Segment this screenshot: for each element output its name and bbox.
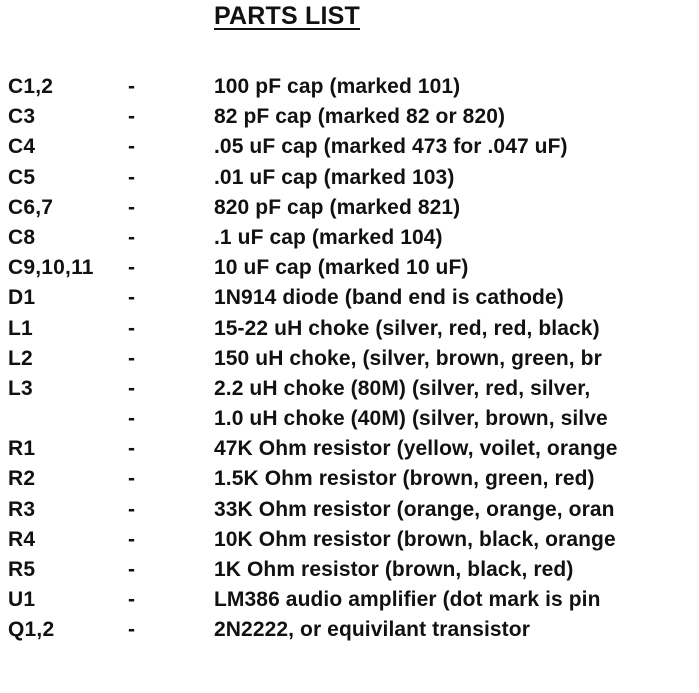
part-ref: L2 [8, 346, 33, 370]
part-desc: 100 pF cap (marked 101) [214, 75, 461, 98]
page-title: PARTS LIST [214, 2, 360, 30]
part-dash: - [128, 316, 135, 340]
part-dash: - [128, 195, 135, 219]
part-row [0, 495, 699, 525]
part-dash: - [128, 497, 135, 521]
part-row [0, 72, 699, 102]
part-row [0, 464, 699, 494]
part-desc: 15-22 uH choke (silver, red, red, black) [214, 316, 600, 340]
part-dash: - [128, 437, 135, 461]
part-ref: L1 [8, 316, 33, 340]
part-dash: - [128, 467, 135, 491]
part-desc: 10 uF cap (marked 10 uF) [214, 256, 469, 280]
part-ref: C9,10,11 [8, 256, 94, 280]
part-row [0, 374, 699, 404]
part-dash: - [128, 135, 135, 159]
part-desc: LM386 audio amplifier (dot mark is pin [214, 588, 601, 612]
part-row [0, 102, 699, 132]
part-desc: 1.0 uH choke (40M) (silver, brown, silve [214, 407, 608, 431]
part-dash: - [128, 346, 135, 370]
part-row [0, 615, 699, 645]
part-ref: U1 [8, 588, 36, 612]
part-ref: Q1,2 [8, 618, 55, 642]
part-desc: 82 pF cap (marked 82 or 820) [214, 105, 506, 129]
part-dash: - [128, 165, 135, 189]
part-desc: 2N2222, or equivilant transistor [214, 618, 530, 642]
part-dash: - [128, 588, 135, 612]
part-ref: C8 [8, 225, 36, 249]
part-row [0, 404, 699, 434]
part-ref: R3 [8, 497, 36, 521]
part-row [0, 344, 699, 374]
part-ref: C4 [8, 135, 36, 159]
part-ref: C3 [8, 105, 36, 129]
part-desc: 1N914 diode (band end is cathode) [214, 286, 564, 310]
part-ref: R2 [8, 467, 36, 491]
part-desc: 820 pF cap (marked 821) [214, 195, 461, 219]
part-desc: .01 uF cap (marked 103) [214, 165, 455, 189]
part-dash: - [128, 407, 135, 431]
part-row [0, 283, 699, 313]
part-desc: .1 uF cap (marked 104) [214, 225, 443, 249]
part-desc: .05 uF cap (marked 473 for .047 uF) [214, 135, 568, 159]
part-ref: D1 [8, 286, 36, 310]
part-row [0, 253, 699, 283]
part-desc: 47K Ohm resistor (yellow, voilet, orange [214, 437, 618, 461]
part-ref: C1,2 [8, 75, 54, 98]
part-dash: - [128, 527, 135, 551]
part-row [0, 193, 699, 223]
part-dash: - [128, 618, 135, 642]
parts-list [0, 72, 699, 646]
part-ref: L3 [8, 376, 33, 400]
part-dash: - [128, 558, 135, 581]
part-desc: 150 uH choke, (silver, brown, green, br [214, 346, 602, 370]
part-row [0, 434, 699, 464]
part-desc: 1.5K Ohm resistor (brown, green, red) [214, 467, 595, 491]
part-desc: 2.2 uH choke (80M) (silver, red, silver, [214, 376, 591, 400]
part-row [0, 525, 699, 555]
part-dash: - [128, 75, 135, 98]
part-ref: C5 [8, 165, 36, 189]
part-desc: 33K Ohm resistor (orange, orange, oran [214, 497, 615, 521]
part-desc: 10K Ohm resistor (brown, black, orange [214, 527, 616, 551]
part-dash: - [128, 256, 135, 280]
part-row [0, 555, 699, 585]
part-row [0, 585, 699, 615]
part-dash: - [128, 376, 135, 400]
part-ref: C6,7 [8, 195, 54, 219]
part-ref: R4 [8, 527, 36, 551]
part-row [0, 223, 699, 253]
part-dash: - [128, 286, 135, 310]
part-dash: - [128, 225, 135, 249]
part-desc: 1K Ohm resistor (brown, black, red) [214, 558, 574, 581]
part-row [0, 163, 699, 193]
part-dash: - [128, 105, 135, 129]
part-ref: R1 [8, 437, 36, 461]
part-ref: R5 [8, 558, 36, 581]
part-row [0, 132, 699, 162]
part-row [0, 314, 699, 344]
